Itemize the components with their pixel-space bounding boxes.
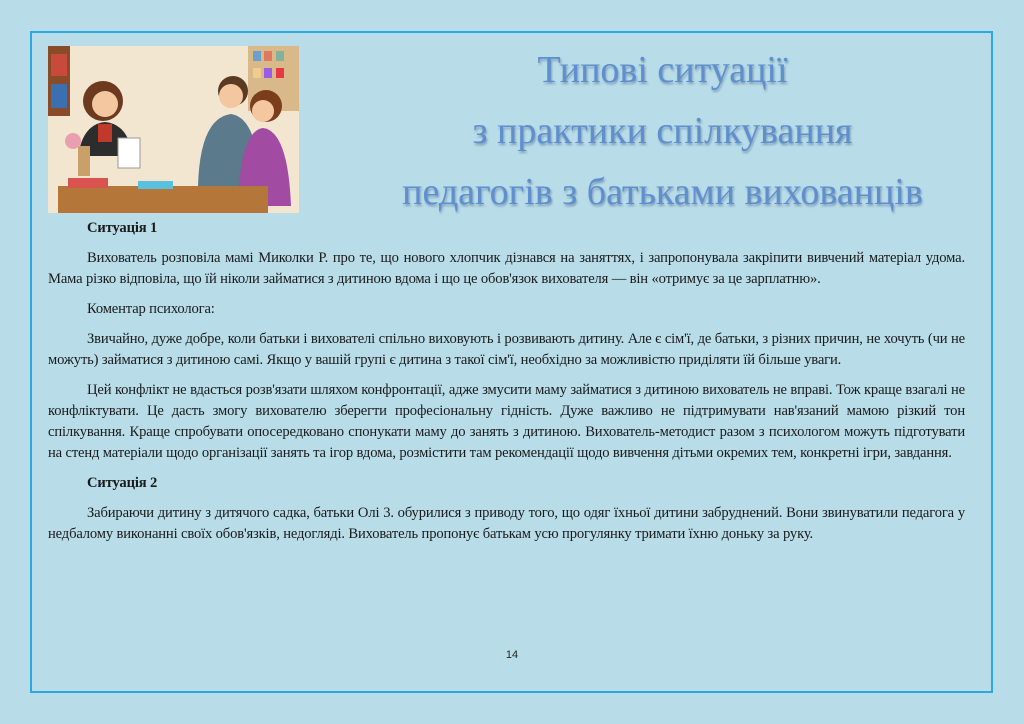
title-line-3: педагогів з батьками вихованців [402,171,923,213]
page-title [330,40,995,223]
section-heading: Ситуація 1 [87,220,158,236]
document-body [48,218,965,554]
paragraph: Забираючи дитину з дитячого садка, батьки Олі 3. обурилися з приводу того, що одяг їхньої дитини забруднений. Вони звинуватили педагога у недбалому виконанні своїх обов'язків, недогляді. Вихователь пропонує батькам усю прогулянку тримати їхню доньку за руку. [48,505,965,542]
teacher-parents-illustration [48,46,299,213]
section-heading: Ситуація 2 [87,475,158,491]
page-number: 14 [505,649,519,661]
paragraph: Коментар психолога: [87,301,215,317]
title-line-1: Типові ситуації [537,49,788,91]
paragraph: Цей конфлікт не вдасться розв'язати шляхом конфронтації, адже змусити маму займатися з дитиною вихователь не вправі. Тож краще взагалі не конфліктувати. Це дасть змогу вихователю зберегти професіональну гідність. Дуже важливо не підтримувати нав'язаний мамою різкий тон спілкування. Краще спробувати опосередковано спонукати маму до занять з дитиною. Вихователь-методист разом з психологом можуть підготувати на стенд матеріали щодо організації занять та ігор вдома, розмістити там рекомендації щодо вивчення дітьми окремих тем, конкретні ігри, завдання. [48,382,965,461]
title-line-2: з практики спілкування [472,110,853,152]
paragraph: Звичайно, дуже добре, коли батьки і вихователі спільно виховують і розвивають дитину. Але є сім'ї, де батьки, з різних причин, не хочуть (чи не можуть) займатися з дитиною самі. Якщо у вашій групі є дитина з такої сім'ї, необхідно за можливістю приділяти їй більше уваги. [48,331,965,368]
paragraph: Вихователь розповіла мамі Миколки Р. про те, що нового хлопчик дізнався на заняттях, і запропонувала закріпити вивчений матеріал удома. Мама різко відповіла, що їй ніколи займатися з дитиною вдома і що це обов'язок вихователя — він «отримує за це зарплатню». [48,250,965,287]
